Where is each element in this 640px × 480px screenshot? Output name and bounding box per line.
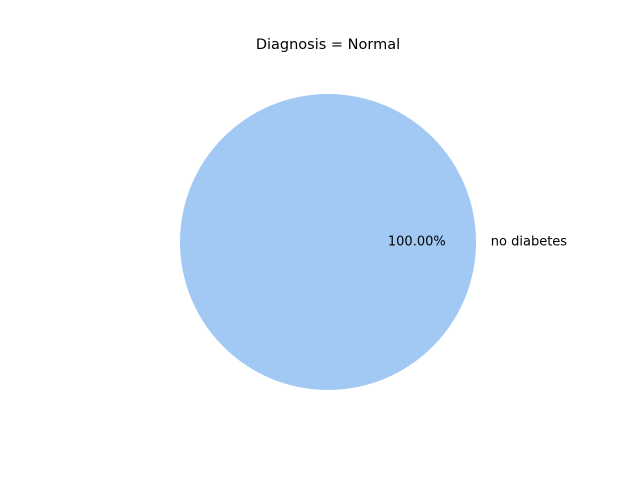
slice-percent-label: 100.00%	[387, 234, 446, 250]
chart-title: Diagnosis = Normal	[255, 37, 401, 53]
slice-label: no diabetes	[490, 234, 568, 250]
pie-labels	[388, 235, 567, 250]
